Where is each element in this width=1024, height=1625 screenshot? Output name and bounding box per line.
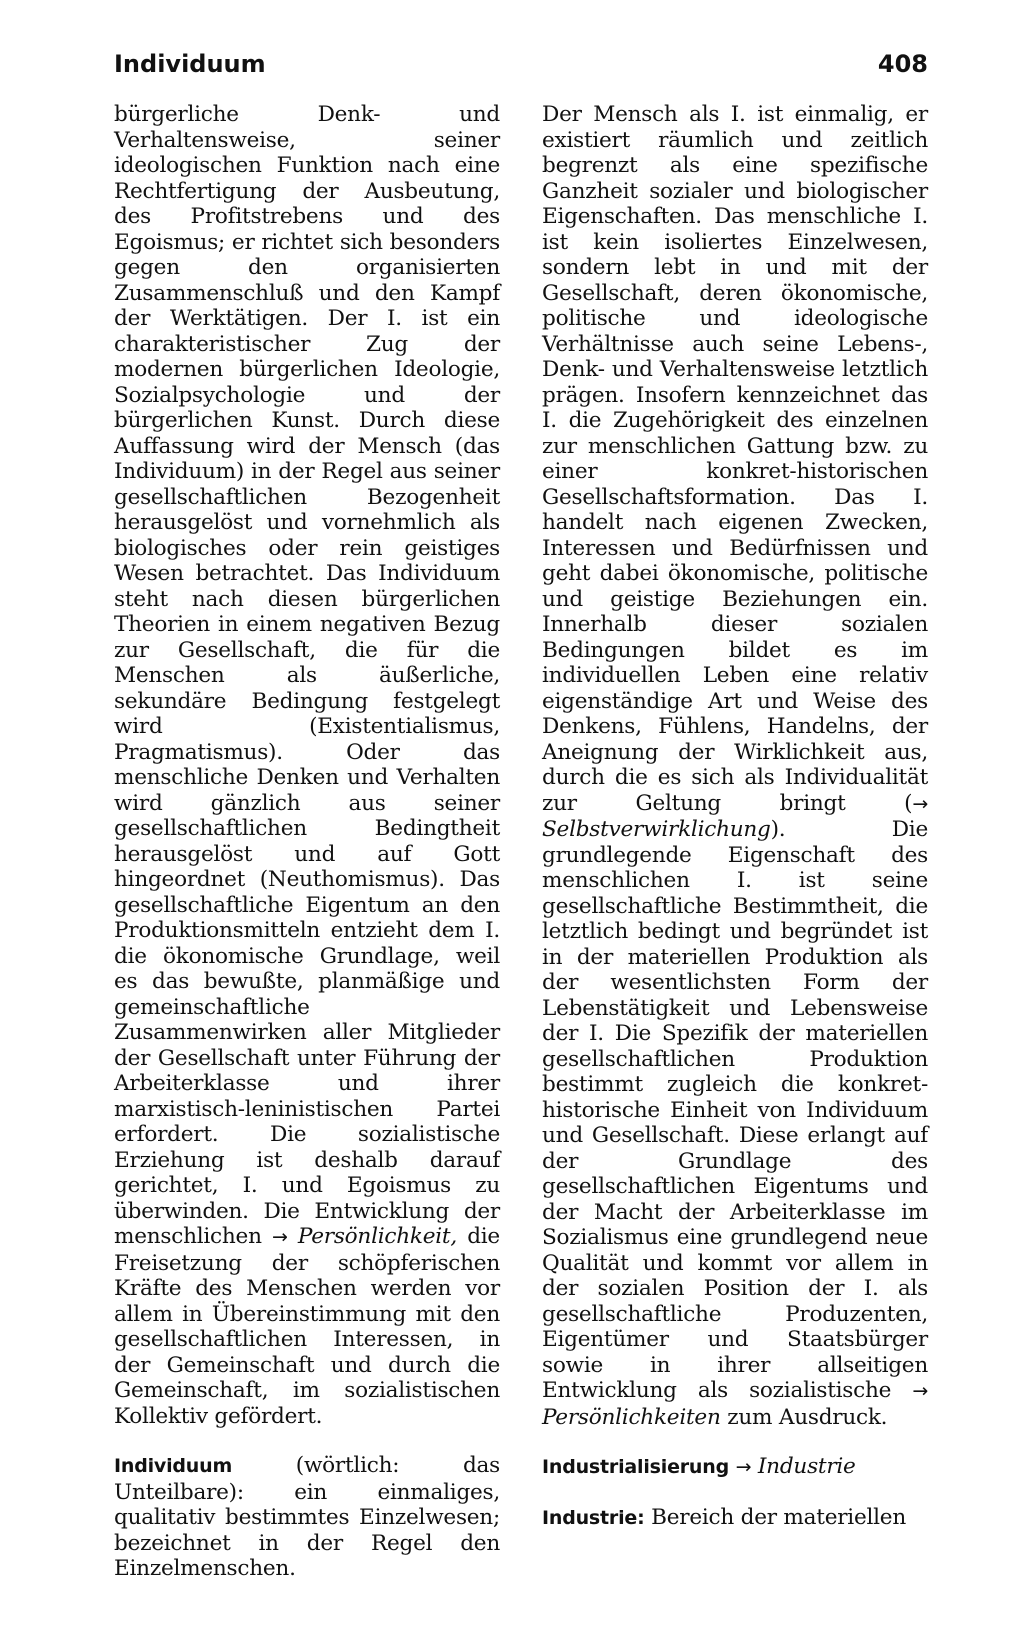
entry-individuum: [114, 1453, 500, 1582]
entry-text: die Freisetzung der schöpferischen Kräfte des Menschen werden vor allem in Übereinstimmung mit den gesellschaftlichen Interessen, in der Gemeinschaft und durch die Gemeinschaft, im sozialistischen Kollektiv gefördert.: [114, 1224, 500, 1429]
cross-reference-arrow: →: [912, 1380, 928, 1402]
cross-reference-industrie: Industrie: [757, 1454, 856, 1479]
cross-reference-persoenlichkeit: Persönlichkeit,: [297, 1224, 457, 1249]
entry-individualismus-continuation: [114, 102, 500, 1429]
entry-industrialisierung: [542, 1454, 928, 1481]
entry-text: ). Die grundlegende Eigenschaft des menschlichen I. ist seine gesellschaftliche Bestimmtheit, die letztlich bedingt und begründet ist in der materiellen Produktion als der wesentlichsten Form der Lebenstätigkeit und Lebensweise der I. Die Spezifik der materiellen gesellschaftlichen Produktion bestimmt zugleich die konkret-historische Einheit von Individuum und Gesellschaft. Diese erlangt auf der Grundlage des gesellschaftlichen Eigentums und der Macht der Arbeiterklasse im Sozialismus eine grundlegend neue Qualität und kommt vor allem in der sozialen Position der I. als gesellschaftliche Produzenten, Eigentümer und Staatsbürger sowie in ihrer allseitigen Entwicklung als sozialistische: [542, 817, 928, 1403]
page-number: 408: [877, 50, 928, 78]
cross-reference-arrow: →: [735, 1456, 752, 1478]
entry-headword-industrialisierung: Industrialisierung: [542, 1456, 729, 1478]
running-headword: Individuum: [114, 50, 266, 78]
entry-headword-industrie: Industrie:: [542, 1506, 645, 1529]
left-column: [114, 102, 500, 1582]
cross-reference-arrow: →: [912, 792, 928, 815]
cross-reference-persoenlichkeiten: Persönlichkeiten: [542, 1404, 721, 1430]
entry-text: bürgerliche Denk- und Verhaltensweise, seiner ideologischen Funktion nach eine Rechtfertigung der Ausbeutung, des Profitstrebens und des Egoismus; er richtet sich besonders gegen den organisierten Zusammenschluß und den Kampf der Werktätigen. Der I. ist ein charakteristischer Zug der modernen bürgerlichen Ideologie, Sozialpsychologie und der bürgerlichen Kunst. Durch diese Auffassung wird der Mensch (das Individuum) in der Regel aus seiner gesellschaftlichen Bezogenheit herausgelöst und vornehmlich als biologisches oder rein geistiges Wesen betrachtet. Das Individuum steht nach diesen bürgerlichen Theorien in einem negativen Bezug zur Gesellschaft, die für die Menschen als äußerliche, sekundäre Bedingung festgelegt wird (Existentialismus, Pragmatismus). Oder das menschliche Denken und Verhalten wird gänzlich aus seiner gesellschaftlichen Bedingtheit herausgelöst und auf Gott hingeordnet (Neuthomismus). Das gesellschaftliche Eigentum an den Produktionsmitteln entzieht dem I. die ökonomische Grundlage, weil es das bewußte, planmäßige und gemeinschaftliche Zusammenwirken aller Mitglieder der Gesellschaft unter Führung der Arbeiterklasse und ihrer marxistisch-leninistischen Partei erfordert. Die sozialistische Erziehung ist deshalb darauf gerichtet, I. und Egoismus zu überwinden. Die Entwicklung der menschlichen: [114, 102, 500, 1249]
entry-text: Der Mensch als I. ist einmalig, er existiert räumlich und zeitlich begrenzt als eine spezifische Ganzheit sozialer und biologischer Eigenschaften. Das menschliche I. ist kein isoliertes Einzelwesen, sondern lebt in und mit der Gesellschaft, deren ökonomische, politische und ideologische Verhältnisse auch seine Lebens-, Denk- und Verhaltensweise letztlich prägen. Insofern kennzeichnet das I. die Zugehörigkeit des einzelnen zur menschlichen Gattung bzw. zu einer konkret-historischen Gesellschaftsformation. Das I. handelt nach eigenen Zwecken, Interessen und Bedürfnissen und geht dabei ökonomische, politische und geistige Beziehungen ein. Innerhalb dieser sozialen Bedingungen bildet es im individuellen Leben eine relativ eigenständige Art und Weise des Denkens, Fühlens, Handelns, der Aneignung der Wirklichkeit aus, durch die es sich als Individualität zur Geltung bringt (: [542, 102, 928, 816]
running-head: [114, 50, 928, 90]
entry-individuum-continuation: [542, 102, 928, 1430]
cross-reference-arrow: →: [272, 1226, 288, 1248]
cross-reference-selbstverwirklichung: Selbstverwirklichung: [542, 817, 771, 842]
entry-text: (wörtlich: das Unteilbare): ein einmaliges, qualitativ bestimmtes Einzelwesen; bezeichnet in der Regel den Einzelmenschen.: [114, 1453, 500, 1581]
entry-text: Bereich der materiellen: [651, 1504, 906, 1530]
entry-industrie: [542, 1505, 928, 1532]
entry-headword-individuum: Individuum: [114, 1455, 233, 1477]
right-column: [542, 102, 928, 1531]
entry-text: zum Ausdruck.: [727, 1404, 888, 1430]
